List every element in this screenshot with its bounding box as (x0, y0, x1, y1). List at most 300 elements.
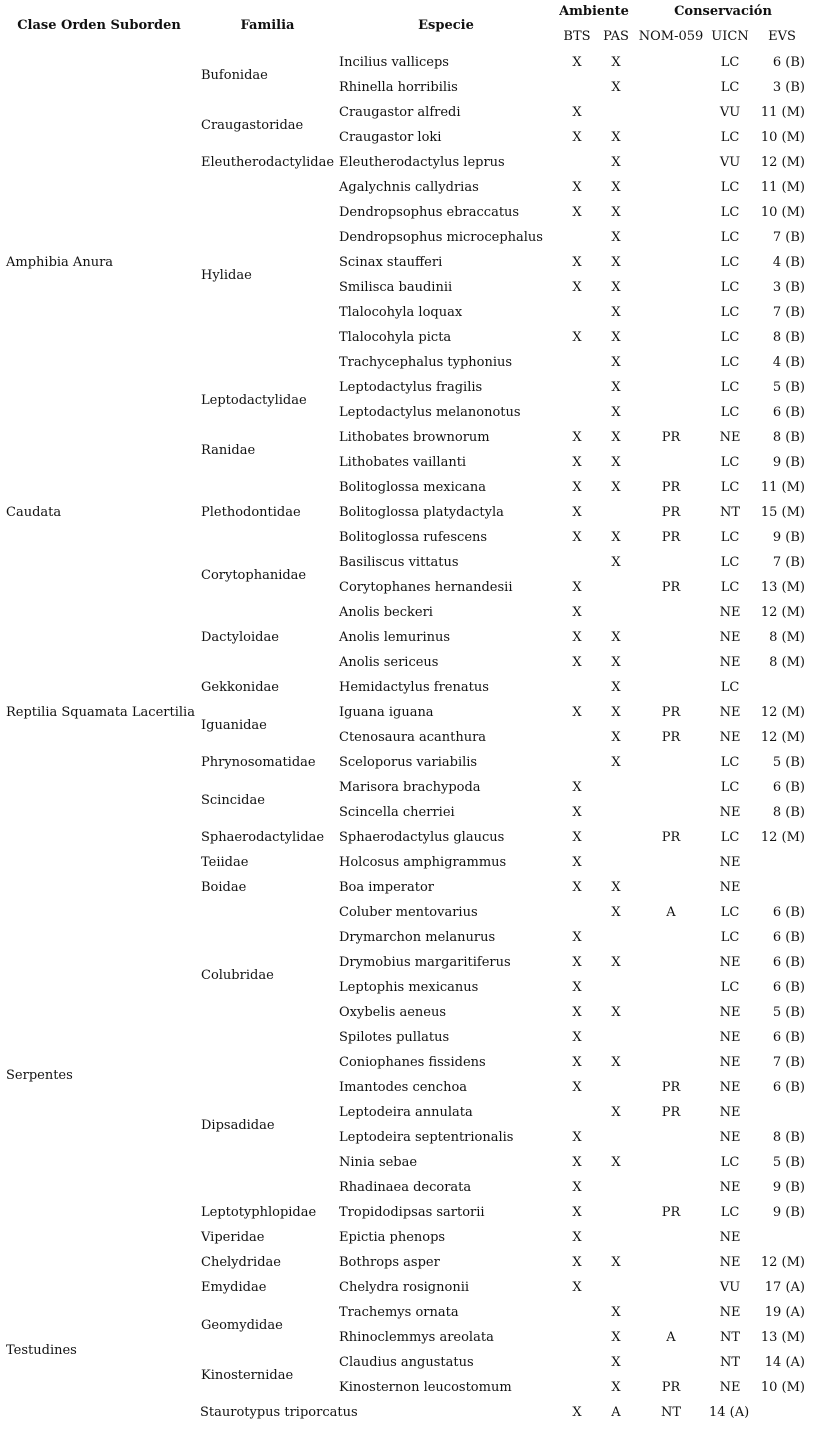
uicn-cell: VU (719, 1280, 741, 1295)
nom-059-cell: PR (661, 480, 681, 495)
pas-cell: X (611, 1255, 621, 1270)
uicn-cell: LC (720, 455, 740, 470)
species-cell: Smilisca baudinii (339, 280, 453, 295)
pas-cell (599, 575, 633, 600)
nom-059-cell: A (666, 905, 676, 920)
species-cell: Sphaerodactylus glaucus (339, 830, 505, 845)
nom-059-cell (633, 225, 709, 250)
species-cell: Dendropsophus ebraccatus (339, 205, 520, 220)
pas-cell: X (611, 480, 621, 495)
nom-059-cell (633, 200, 709, 225)
pas-cell (599, 850, 633, 875)
family-cell: Gekkonidae (201, 680, 279, 695)
evs-cell (751, 1225, 813, 1250)
header-nom-059: NOM-059 (638, 28, 704, 44)
nom-059-cell (633, 1125, 709, 1150)
family-cell: Leptotyphlopidae (201, 1205, 317, 1220)
family-cell: Colubridae (201, 967, 274, 983)
bts-cell: X (572, 955, 582, 970)
bts-cell: X (572, 280, 582, 295)
pas-cell: X (611, 755, 621, 770)
pas-cell: X (611, 380, 621, 395)
evs-cell: 8 (B) (772, 330, 805, 345)
bts-cell: X (572, 1155, 582, 1170)
nom-059-cell (633, 150, 709, 175)
uicn-cell: LC (720, 280, 740, 295)
species-cell: Leptodactylus melanonotus (339, 405, 521, 420)
nom-059-cell (633, 925, 709, 950)
species-cell: Hemidactylus frenatus (339, 680, 489, 695)
uicn-cell: NE (719, 730, 741, 745)
nom-059-cell (633, 1250, 709, 1275)
evs-cell: 14 (A) (709, 1405, 750, 1420)
header-uicn: UICN (711, 28, 749, 44)
evs-cell: 14 (A) (764, 1355, 805, 1370)
nom-059-cell (633, 1000, 709, 1025)
uicn-cell: NE (719, 1080, 741, 1095)
bts-cell (555, 900, 599, 925)
uicn-cell: NE (719, 430, 741, 445)
bts-cell: X (572, 1230, 582, 1245)
uicn-cell: LC (720, 255, 740, 270)
uicn-cell: LC (720, 580, 740, 595)
species-cell: Trachemys ornata (339, 1305, 459, 1320)
pas-cell: X (611, 205, 621, 220)
species-cell: Bolitoglossa rufescens (339, 530, 488, 545)
nom-059-cell (633, 1275, 709, 1300)
evs-cell: 6 (B) (772, 405, 805, 420)
uicn-cell: LC (720, 480, 740, 495)
uicn-cell: LC (720, 405, 740, 420)
evs-cell (751, 675, 813, 700)
uicn-cell: LC (720, 780, 740, 795)
nom-059-cell (633, 850, 709, 875)
bts-cell: X (572, 1205, 582, 1220)
nom-059-cell: PR (661, 530, 681, 545)
uicn-cell: LC (720, 330, 740, 345)
family-cell: Hylidae (201, 267, 252, 283)
bts-cell (555, 75, 599, 100)
nom-059-cell (633, 1025, 709, 1050)
uicn-cell: NE (719, 805, 741, 820)
bts-cell: X (572, 55, 582, 70)
species-cell: Rhinella horribilis (339, 80, 458, 95)
uicn-cell: LC (720, 55, 740, 70)
uicn-cell: NE (719, 1005, 741, 1020)
bts-cell: X (572, 505, 582, 520)
evs-cell: 9 (B) (772, 1205, 805, 1220)
family-cell: Iguanidae (201, 717, 267, 733)
uicn-cell: LC (720, 555, 740, 570)
bts-cell: X (572, 830, 582, 845)
group-cell: Reptilia Squamata Lacertilia (6, 705, 195, 720)
evs-cell: 12 (M) (760, 155, 805, 170)
evs-cell: 6 (B) (772, 1080, 805, 1095)
pas-cell: X (611, 905, 621, 920)
species-cell: Sceloporus variabilis (339, 755, 478, 770)
bts-cell: X (572, 1055, 582, 1070)
uicn-cell: NE (719, 1255, 741, 1270)
uicn-cell: NE (719, 855, 741, 870)
uicn-cell: LC (720, 130, 740, 145)
bts-cell: X (572, 1080, 582, 1095)
pas-cell: X (611, 55, 621, 70)
species-cell: Scinax staufferi (339, 255, 443, 270)
evs-cell: 6 (B) (772, 980, 805, 995)
family-cell: Phrynosomatidae (201, 755, 316, 770)
species-cell: Spilotes pullatus (339, 1030, 450, 1045)
nom-059-cell (633, 1050, 709, 1075)
species-cell: Leptophis mexicanus (339, 980, 479, 995)
bts-cell (555, 675, 599, 700)
pas-cell: X (611, 955, 621, 970)
bts-cell: X (572, 455, 582, 470)
nom-059-cell (633, 750, 709, 775)
uicn-cell: NT (660, 1405, 682, 1420)
bts-cell: X (572, 1180, 582, 1195)
evs-cell: 9 (B) (772, 1180, 805, 1195)
family-cell: Craugastoridae (201, 117, 304, 133)
table-row (0, 875, 813, 900)
uicn-cell: NE (719, 1055, 741, 1070)
pas-cell (599, 1025, 633, 1050)
table-row (0, 550, 813, 575)
pas-cell (599, 1075, 633, 1100)
species-cell: Craugastor loki (339, 130, 442, 145)
bts-cell: X (572, 255, 582, 270)
uicn-cell: LC (720, 80, 740, 95)
nom-059-cell: A (666, 1330, 676, 1345)
nom-059-cell (633, 125, 709, 150)
evs-cell: 10 (M) (760, 130, 805, 145)
table-row (0, 50, 813, 75)
pas-cell: X (611, 655, 621, 670)
species-cell: Anolis sericeus (339, 655, 439, 670)
pas-cell: X (611, 880, 621, 895)
uicn-cell: NE (719, 1030, 741, 1045)
nom-059-cell (633, 1300, 709, 1325)
table-body (0, 50, 813, 1425)
nom-059-cell (633, 875, 709, 900)
bts-cell (555, 725, 599, 750)
uicn-cell: LC (720, 230, 740, 245)
species-cell: Bothrops asper (339, 1255, 440, 1270)
nom-059-cell (633, 50, 709, 75)
species-cell: Epictia phenops (339, 1230, 446, 1245)
bts-cell: X (572, 1130, 582, 1145)
evs-cell: 6 (B) (772, 905, 805, 920)
species-cell: Tlalocohyla loquax (339, 305, 463, 320)
uicn-cell: LC (720, 830, 740, 845)
evs-cell: 8 (B) (772, 430, 805, 445)
evs-cell: 5 (B) (772, 1005, 805, 1020)
header-bts: BTS (563, 28, 591, 44)
species-cell: Drymobius margaritiferus (339, 955, 511, 970)
bts-cell (555, 1100, 599, 1125)
pas-cell: X (611, 405, 621, 420)
evs-cell: 6 (B) (772, 1030, 805, 1045)
pas-cell: X (611, 255, 621, 270)
uicn-cell: LC (720, 905, 740, 920)
species-cell: Anolis lemurinus (339, 630, 451, 645)
uicn-cell: NE (719, 705, 741, 720)
evs-cell: 13 (M) (760, 580, 805, 595)
nom-059-cell (633, 75, 709, 100)
bts-cell (337, 1400, 555, 1425)
bts-cell: X (572, 530, 582, 545)
pas-cell (599, 1200, 633, 1225)
nom-059-cell (633, 600, 709, 625)
bts-cell: X (572, 880, 582, 895)
bts-cell (555, 1325, 599, 1350)
pas-cell (599, 800, 633, 825)
pas-cell: X (611, 280, 621, 295)
nom-059-cell: PR (661, 830, 681, 845)
evs-cell: 7 (B) (772, 230, 805, 245)
species-cell: Lithobates brownorum (339, 430, 490, 445)
bts-cell: X (572, 580, 582, 595)
pas-cell: X (611, 730, 621, 745)
pas-cell: X (611, 555, 621, 570)
pas-cell: X (611, 155, 621, 170)
pas-cell: X (611, 1330, 621, 1345)
nom-059-cell: PR (661, 505, 681, 520)
header-especie: Especie (418, 17, 474, 33)
nom-059-cell: PR (661, 1105, 681, 1120)
header-evs: EVS (768, 28, 796, 44)
nom-059-cell (633, 650, 709, 675)
group-cell: Serpentes (6, 1067, 73, 1083)
species-cell: Ctenosaura acanthura (339, 730, 487, 745)
bts-cell: X (572, 1030, 582, 1045)
bts-cell: X (572, 805, 582, 820)
bts-cell (555, 1350, 599, 1375)
species-cell: Tropidodipsas sartorii (339, 1205, 485, 1220)
species-cell: Incilius valliceps (339, 55, 449, 70)
nom-059-cell (633, 1350, 709, 1375)
pas-cell: X (611, 305, 621, 320)
evs-cell: 3 (B) (772, 80, 805, 95)
nom-059-cell (633, 250, 709, 275)
table-row (0, 475, 813, 500)
species-cell: Basiliscus vittatus (339, 555, 459, 570)
species-cell: Scincella cherriei (339, 805, 455, 820)
nom-059-cell: PR (661, 1080, 681, 1095)
evs-cell: 5 (B) (772, 380, 805, 395)
uicn-cell: LC (720, 930, 740, 945)
family-cell: Chelydridae (201, 1255, 281, 1270)
bts-cell (555, 1300, 599, 1325)
bts-cell: X (572, 430, 582, 445)
species-cell: Oxybelis aeneus (339, 1005, 447, 1020)
evs-cell: 13 (M) (760, 1330, 805, 1345)
species-cell: Claudius angustatus (339, 1355, 474, 1370)
uicn-cell: LC (720, 380, 740, 395)
bts-cell (555, 150, 599, 175)
uicn-cell: LC (720, 355, 740, 370)
pas-cell: X (611, 430, 621, 445)
species-cell: Iguana iguana (339, 705, 434, 720)
pas-cell (599, 925, 633, 950)
species-cell: Leptodeira annulata (339, 1105, 473, 1120)
pas-cell (599, 825, 633, 850)
evs-cell: 7 (B) (772, 305, 805, 320)
uicn-cell: NE (719, 605, 741, 620)
evs-cell: 8 (B) (772, 805, 805, 820)
bts-cell: X (572, 630, 582, 645)
evs-cell: 12 (M) (760, 830, 805, 845)
bts-cell: X (572, 1255, 582, 1270)
bts-cell: X (572, 205, 582, 220)
evs-cell: 7 (B) (772, 1055, 805, 1070)
species-cell: Ninia sebae (339, 1155, 418, 1170)
evs-cell: 12 (M) (760, 1255, 805, 1270)
nom-059-cell: PR (661, 705, 681, 720)
nom-059-cell (633, 275, 709, 300)
evs-cell (751, 875, 813, 900)
uicn-cell: VU (719, 155, 741, 170)
bts-cell: X (572, 705, 582, 720)
pas-cell (599, 1175, 633, 1200)
family-cell: Geomydidae (201, 1317, 283, 1333)
uicn-cell: LC (720, 205, 740, 220)
pas-cell (599, 500, 633, 525)
species-cell: Kinosternon leucostomum (339, 1380, 512, 1395)
species-cell: Dendropsophus microcephalus (339, 230, 543, 245)
bts-cell: X (572, 930, 582, 945)
uicn-cell: LC (720, 1205, 740, 1220)
evs-cell: 8 (M) (769, 655, 805, 670)
evs-cell: 12 (M) (760, 605, 805, 620)
group-cell: Caudata (6, 505, 62, 520)
nom-059-cell (633, 775, 709, 800)
species-cell: Rhinoclemmys areolata (339, 1330, 494, 1345)
pas-cell (599, 1275, 633, 1300)
nom-059-cell (633, 950, 709, 975)
pas-cell: X (611, 705, 621, 720)
pas-cell (599, 975, 633, 1000)
bts-cell (555, 1375, 599, 1400)
uicn-cell: NE (719, 955, 741, 970)
pas-cell: X (611, 1355, 621, 1370)
pas-cell: X (611, 1305, 621, 1320)
group-cell: Amphibia Anura (6, 255, 114, 270)
family-cell: Scincidae (201, 792, 265, 808)
nom-059-cell (633, 100, 709, 125)
bts-cell: X (572, 1005, 582, 1020)
header-conservacion: Conservación (674, 3, 772, 19)
uicn-cell: NE (719, 1180, 741, 1195)
uicn-cell: NE (719, 1305, 741, 1320)
uicn-cell: NE (719, 880, 741, 895)
bts-cell: X (572, 130, 582, 145)
bts-cell (555, 400, 599, 425)
evs-cell (751, 850, 813, 875)
family-cell: Bufonidae (201, 67, 268, 83)
bts-cell: X (572, 605, 582, 620)
family-cell: Plethodontidae (201, 505, 301, 520)
bts-cell (555, 750, 599, 775)
evs-cell: 6 (B) (772, 955, 805, 970)
family-cell: Sphaerodactylidae (201, 830, 325, 845)
uicn-cell: NE (719, 1230, 741, 1245)
evs-cell: 5 (B) (772, 1155, 805, 1170)
evs-cell (751, 1100, 813, 1125)
species-cell: Drymarchon melanurus (339, 930, 496, 945)
pas-cell: X (611, 1005, 621, 1020)
pas-cell: X (611, 1055, 621, 1070)
uicn-cell: NT (719, 505, 741, 520)
pas-cell: X (611, 630, 621, 645)
nom-059-cell (633, 1225, 709, 1250)
species-cell: Trachycephalus typhonius (339, 355, 513, 370)
header-familia: Familia (240, 17, 295, 33)
species-cell: Bolitoglossa platydactyla (339, 505, 504, 520)
evs-cell: 4 (B) (772, 355, 805, 370)
pas-cell (599, 1125, 633, 1150)
bts-cell: X (572, 105, 582, 120)
header-pas: PAS (603, 28, 629, 44)
bts-cell: X (572, 480, 582, 495)
table-row (0, 1275, 813, 1300)
pas-cell (599, 100, 633, 125)
nom-059-cell (633, 325, 709, 350)
bts-cell: X (572, 780, 582, 795)
pas-cell: X (611, 455, 621, 470)
species-cell: Lithobates vaillanti (339, 455, 467, 470)
evs-cell: 12 (M) (760, 730, 805, 745)
pas-cell: X (611, 355, 621, 370)
evs-cell: 11 (M) (760, 180, 805, 195)
nom-059-cell (633, 450, 709, 475)
nom-059-cell: A (611, 1405, 621, 1420)
pas-cell: X (611, 1105, 621, 1120)
bts-cell: X (572, 980, 582, 995)
evs-cell: 10 (M) (760, 205, 805, 220)
evs-cell: 17 (A) (764, 1280, 805, 1295)
uicn-cell: NE (719, 655, 741, 670)
nom-059-cell (633, 1175, 709, 1200)
nom-059-cell (633, 175, 709, 200)
bts-cell: X (572, 655, 582, 670)
nom-059-cell (633, 400, 709, 425)
uicn-cell: LC (720, 1155, 740, 1170)
nom-059-cell (633, 300, 709, 325)
header-ambiente: Ambiente (559, 3, 629, 19)
bts-cell (555, 350, 599, 375)
evs-cell: 3 (B) (772, 280, 805, 295)
pas-cell: X (611, 530, 621, 545)
evs-cell: 10 (M) (760, 1380, 805, 1395)
bts-cell (555, 300, 599, 325)
species-cell: Rhadinaea decorata (339, 1180, 472, 1195)
pas-cell: X (611, 80, 621, 95)
table-header (0, 0, 813, 50)
nom-059-cell (633, 975, 709, 1000)
nom-059-cell (633, 675, 709, 700)
family-cell: Emydidae (201, 1280, 267, 1295)
family-cell: Ranidae (201, 442, 256, 458)
bts-cell (555, 375, 599, 400)
pas-cell: X (611, 680, 621, 695)
uicn-cell: LC (720, 980, 740, 995)
evs-cell: 19 (A) (764, 1305, 805, 1320)
family-cell: Viperidae (201, 1230, 265, 1245)
evs-cell: 12 (M) (760, 705, 805, 720)
evs-cell: 6 (B) (772, 780, 805, 795)
nom-059-cell (633, 550, 709, 575)
nom-059-cell: PR (661, 580, 681, 595)
